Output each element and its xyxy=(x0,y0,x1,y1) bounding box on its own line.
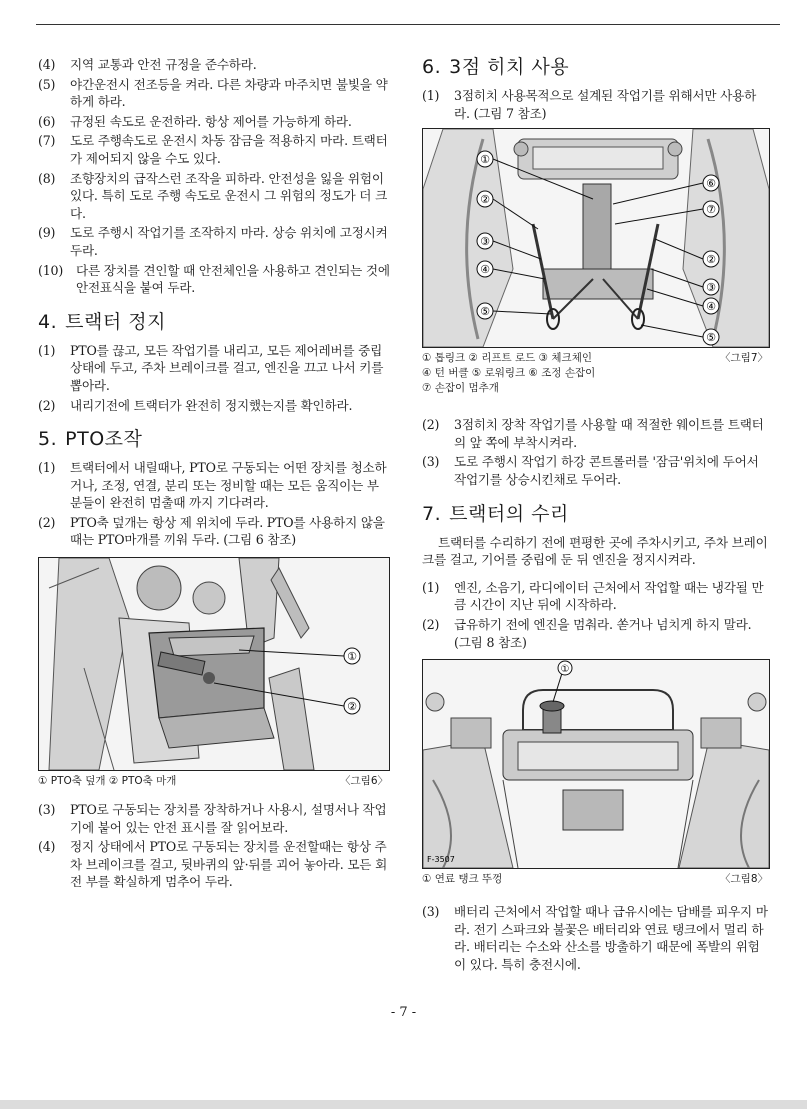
list-item: (1) 트랙터에서 내릴때나, PTO로 구동되는 어떤 장치를 청소하거나, 조정, 연결, 분리 또는 정비할 때는 모든 움직이는 부분들이 완전히 멈출때 까지 기다려라. xyxy=(38,460,387,511)
callout-2: ② xyxy=(706,253,716,267)
list-item: (9) 도로 주행시 작업기를 조작하지 마라. 상승 위치에 고정시켜 두라. xyxy=(38,225,388,258)
figure-number: 〈그림7〉 xyxy=(720,352,768,365)
list-item: (10) 다른 장치를 견인할 때 안전체인을 사용하고 견인되는 것에 안전표식을 붙여 두라. xyxy=(38,262,390,296)
figure-8-fuel-tank xyxy=(422,659,770,869)
list-item: (3) 배터리 근처에서 작업할 때나 급유시에는 담배를 피우지 마라. 전기 스파크와 불꽃은 배터리와 연료 탱크에서 멀리 하라. 배터리는 수소와 산소를 방출하기 때문에 폭발의 위험이 있다. 특히 충전시에. xyxy=(422,904,768,972)
callout-4: ④ xyxy=(706,300,716,314)
section-5-heading: 5. PTO조작 xyxy=(38,428,143,451)
callout-2: ② xyxy=(480,193,490,207)
callout-7: ⑦ xyxy=(706,203,716,217)
list-item: (1) PTO를 끊고, 모든 작업기를 내리고, 모든 제어레버를 중립 상태에 두고, 주차 브레이크를 걸고, 엔진을 끄고 나서 키를 뽑아라. xyxy=(38,342,384,393)
list-item: (7) 도로 주행속도로 운전시 차동 잠금을 적용하지 마라. 트랙터가 제어되지 않을 수도 있다. xyxy=(38,133,388,166)
section-4-heading: 4. 트랙터 정지 xyxy=(38,310,166,333)
figure-number: 〈그림6〉 xyxy=(340,775,388,788)
pto-cover-illustration xyxy=(39,558,389,770)
list-item: (8) 조향장치의 급작스런 조작을 피하라. 안전성을 잃을 위험이 있다. 특히 도로 주행 속도로 운전시 그 위험의 정도가 더 크다. xyxy=(38,170,388,221)
list-item: (4) 정지 상태에서 PTO로 구동되는 장치를 운전할때는 항상 주차 브레이크를 걸고, 뒷바퀴의 앞·뒤를 괴어 놓아라. 모든 회전 부를 확실하게 멈추어 두라. xyxy=(38,839,388,890)
traffic-rules-list xyxy=(38,56,390,297)
list-item: (3) PTO로 구동되는 장치를 장착하거나 사용시, 설명서나 작업기에 붙어 있는 안전 표시를 잘 읽어보라. xyxy=(38,802,387,835)
figure-number: 〈그림8〉 xyxy=(720,873,768,886)
list-item: (5) 야간운전시 전조등을 켜라. 다른 차량과 마주치면 불빛을 약하게 하라. xyxy=(38,76,388,110)
figure-7-caption: ① 톱링크 ② 리프트 로드 ③ 체크체인 ④ 턴 버클 ⑤ 로워링크 ⑥ 조정 손잡이 ⑦ 손잡이 멈추개 〈그림7〉 xyxy=(422,352,768,395)
callout-1: ① xyxy=(560,664,570,676)
figure-7-three-point-hitch xyxy=(422,128,770,348)
section-7-intro: 트랙터를 수리하기 전에 편평한 곳에 주차시키고, 주차 브레이크를 걸고, 기어를 중립에 둔 뒤 엔진을 정지시켜라. xyxy=(422,534,768,568)
list-item: (4) 지역 교통과 안전 규정을 준수하라. xyxy=(38,57,257,72)
hitch-illustration xyxy=(423,129,769,347)
list-item: (6) 규정된 속도로 운전하라. 항상 제어를 가능하게 하라. xyxy=(38,113,352,129)
list-item: (2) PTO축 덮개는 항상 제 위치에 두라. PTO를 사용하지 않을 때는 PTO마개를 끼워 두라. (그림 6 참조) xyxy=(38,514,385,548)
callout-6: ⑥ xyxy=(706,177,716,191)
figure-6-pto-cover xyxy=(38,557,390,771)
list-item: (2) 내리기전에 트랙터가 완전히 정지했는지를 확인하라. xyxy=(38,397,353,413)
section-6-heading: 6. 3점 히치 사용 xyxy=(422,56,570,78)
figure-8-caption: ① 연료 탱크 뚜껑 〈그림8〉 xyxy=(422,873,768,886)
callout-1: ① xyxy=(347,650,357,664)
page-number: - 7 - xyxy=(390,1005,417,1020)
list-item: (1) 엔진, 소음기, 라디에이터 근처에서 작업할 때는 냉각될 만큼 시간이 지난 뒤에 시작하라. xyxy=(422,579,764,613)
figure-6-caption: ① PTO축 덮개 ② PTO축 마개 〈그림6〉 xyxy=(38,775,388,788)
callout-3: ③ xyxy=(480,235,490,249)
list-item: (3) 도로 주행시 작업기 하강 콘트롤러를 '잠금'위치에 두어서 작업기를 상승시킨채로 두어라. xyxy=(422,454,759,487)
top-rule xyxy=(36,24,780,25)
right-column xyxy=(422,52,770,976)
callout-3: ③ xyxy=(706,281,716,295)
section-7-heading: 7. 트랙터의 수리 xyxy=(422,502,569,525)
callout-1: ① xyxy=(480,153,490,167)
list-item: (1) 3점히치 사용목적으로 설계된 작업기를 위해서만 사용하라. (그림 7 참조) xyxy=(422,88,757,121)
callout-4: ④ xyxy=(480,263,490,277)
list-item: (2) 3점히치 장착 작업기를 사용할 때 적절한 웨이트를 트랙터의 앞 쪽에 부착시켜라. xyxy=(422,417,764,450)
callout-5: ⑤ xyxy=(706,331,716,345)
figure-code: F-3507 xyxy=(427,855,455,865)
fuel-tank-illustration xyxy=(423,660,769,868)
list-item: (2) 급유하기 전에 엔진을 멈춰라. 쏟거나 넘치게 하지 말라. (그림 8 참조) xyxy=(422,616,752,650)
callout-2: ② xyxy=(347,700,357,714)
left-column xyxy=(38,56,390,893)
scan-edge xyxy=(0,1100,807,1109)
callout-5: ⑤ xyxy=(480,305,490,319)
